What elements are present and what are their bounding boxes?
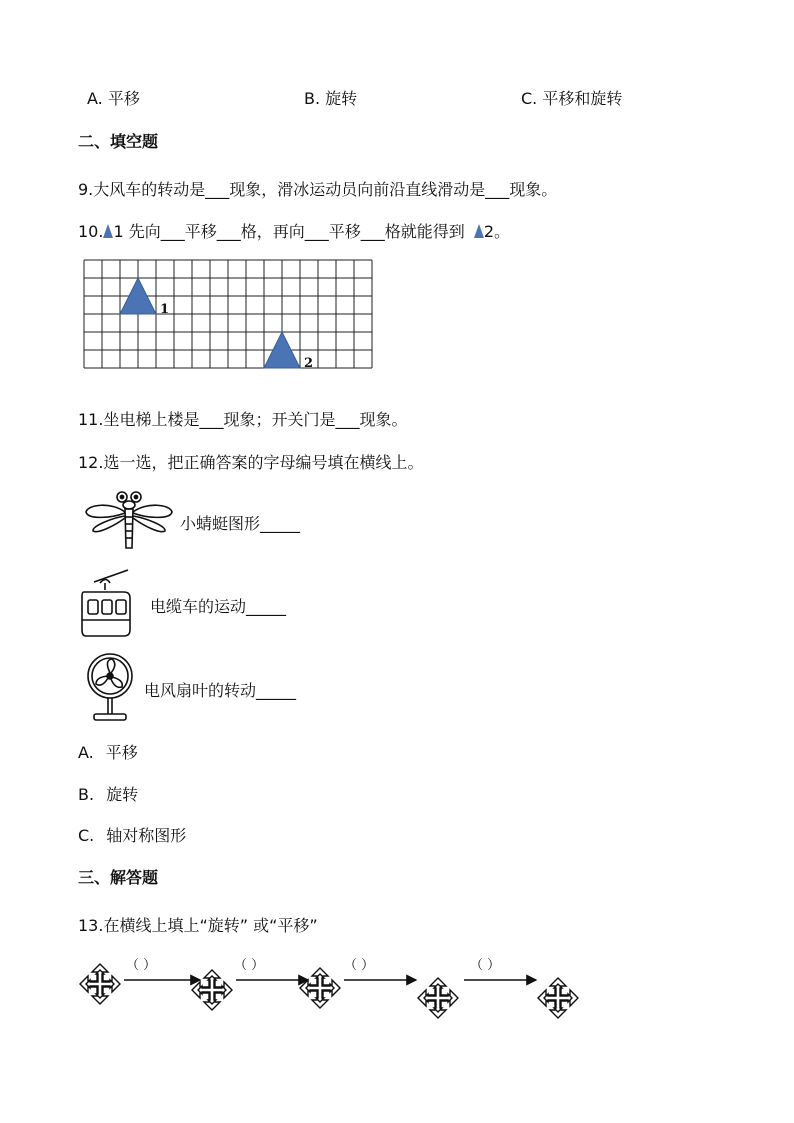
question-10-prefix: 10. [78, 222, 104, 241]
q12-item-dragonfly: 小蜻蜓图形_____ [180, 514, 301, 533]
q13-blank-2[interactable]: （ ） [234, 958, 265, 973]
q12-option-b[interactable] [78, 782, 138, 805]
electric-fan-icon [84, 652, 138, 724]
shape-1-icon [80, 964, 120, 1004]
q12-option-b-letter: B. [78, 785, 95, 804]
q13-blank-4[interactable]: （ ） [470, 958, 501, 973]
q13-blank-1[interactable]: （ ） [126, 958, 157, 973]
arrow-sequence [76, 962, 586, 1022]
dragonfly-icon [84, 490, 176, 552]
q12-option-b-text: 旋转 [106, 785, 139, 804]
shape-3-icon [300, 968, 340, 1008]
q12-option-c-text: 轴对称图形 [106, 826, 187, 845]
q12-option-a-text: 平移 [105, 743, 138, 762]
q12-option-c-letter: C. [78, 826, 95, 845]
q12-option-a-letter: A. [78, 743, 94, 762]
section-title-fill-blank: 二、填空题 [78, 132, 159, 151]
section-title-solve: 三、解答题 [78, 868, 159, 887]
q12-option-a[interactable] [78, 740, 138, 763]
triangle-2-icon [474, 224, 484, 238]
translation-grid [83, 259, 373, 386]
question-13: 13.在横线上填上“旋转” 或“平移” [78, 916, 318, 935]
question-10 [78, 219, 510, 242]
question-10-suffix: 2。 [483, 222, 511, 241]
q12-item-fan: 电风扇叶的转动_____ [144, 681, 297, 700]
grid-triangle-label: 2 [304, 356, 314, 371]
grid-triangle-label: 1 [160, 302, 170, 317]
question-12: 12.选一选，把正确答案的字母编号填在横线上。 [78, 453, 424, 472]
shape-5-icon [538, 978, 578, 1018]
q13-blank-3[interactable]: （ ） [344, 958, 375, 973]
q8-option-a[interactable]: A. 平移 [87, 89, 140, 108]
shape-2-icon [192, 970, 232, 1010]
question-9: 9.大风车的转动是___现象，滑冰运动员向前沿直线滑动是___现象。 [78, 180, 558, 199]
shape-4-icon [418, 978, 458, 1018]
q12-option-c[interactable] [78, 823, 186, 846]
question-11: 11.坐电梯上楼是___现象；开关门是___现象。 [78, 410, 408, 429]
q12-item-cable-car: 电缆车的运动_____ [150, 597, 287, 616]
question-10-middle: 1 先向___平移___格，再向___平移___格就能得到 [113, 222, 465, 241]
q8-option-c[interactable]: C. 平移和旋转 [521, 89, 623, 108]
cable-car-icon [80, 570, 148, 638]
q8-option-b[interactable]: B. 旋转 [304, 89, 358, 108]
triangle-1-icon [103, 224, 113, 238]
